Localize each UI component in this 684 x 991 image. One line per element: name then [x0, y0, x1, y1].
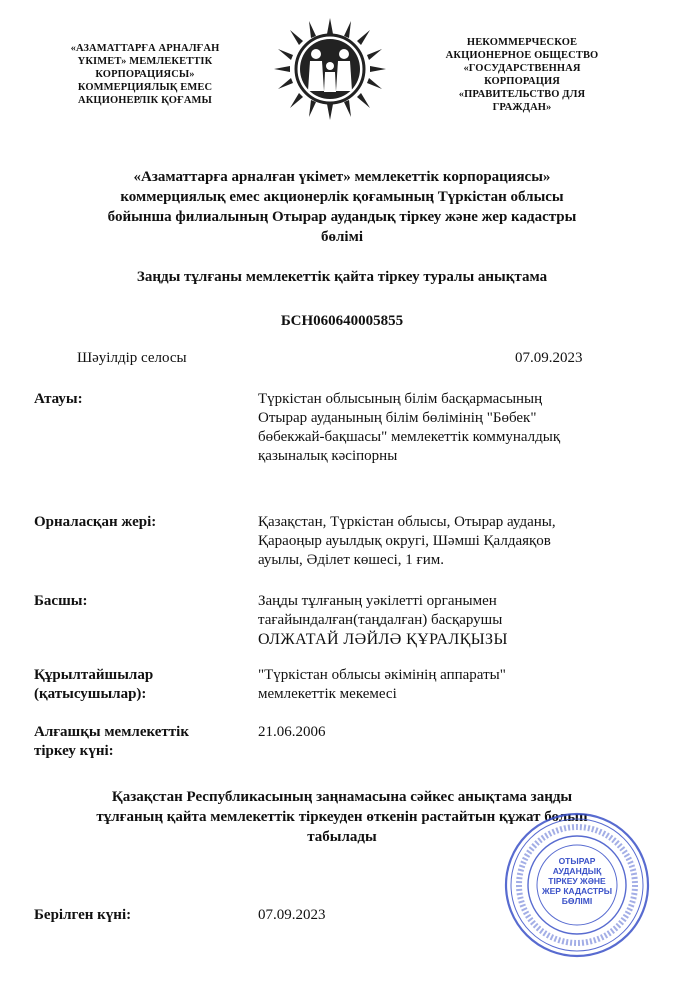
header-right: [422, 36, 622, 114]
name-label: Атауы:: [34, 391, 83, 407]
head-value-line: Заңды тұлғаның уәкілетті органымен: [258, 593, 497, 609]
header-right-line: «ГОСУДАРСТВЕННАЯ: [463, 63, 581, 74]
issued-date: 07.09.2023: [258, 907, 326, 923]
registration-label: [34, 723, 189, 761]
statement-line: табылады: [307, 829, 377, 845]
registration-date: 21.06.2006: [258, 724, 326, 740]
location-value-line: Қазақстан, Түркістан облысы, Отырар ауданы,: [258, 514, 556, 530]
location-value: [258, 513, 658, 570]
header-left-line: ҮКІМЕТ» МЕМЛЕКЕТТІК: [77, 56, 213, 67]
location-value-line: ауылы, Әділет көшесі, 1 ғим.: [258, 552, 444, 568]
issued-label: Берілген күні:: [34, 907, 132, 923]
header-left-line: «АЗАМАТТАРҒА АРНАЛҒАН: [70, 43, 220, 54]
location-value-line: Қараоңыр ауылдық округі, Шәмші Қалдаяқов: [258, 533, 551, 549]
org-title-line: «Азаматтарға арналған үкімет» мемлекеттік корпорациясы»: [133, 169, 551, 185]
stamp-line: ТІРКЕУ ЖӘНЕ: [548, 876, 606, 886]
bin-number: БСН060640005855: [280, 313, 404, 329]
stamp-line: АУДАНДЫҚ: [552, 866, 602, 876]
name-value: [258, 390, 658, 466]
head-value-line: тағайындалған(таңдалған) басқарушы: [258, 612, 503, 628]
registration-label-line: тіркеу күні:: [34, 743, 114, 759]
head-name: ОЛЖАТАЙ ЛӘЙЛӘ ҚҰРАЛҚЫЗЫ: [258, 631, 508, 648]
stamp-center-text: [529, 856, 625, 906]
date: 07.09.2023: [515, 350, 583, 366]
stamp-line: БӨЛІМІ: [561, 896, 593, 906]
stamp-line: ОТЫРАР: [558, 856, 596, 866]
stamp-line: ЖЕР КАДАСТРЫ: [541, 886, 613, 896]
header-left-line: АКЦИОНЕРЛІК ҚОҒАМЫ: [78, 95, 212, 106]
name-value-line: Түркістан облысының білім басқармасының: [258, 391, 543, 407]
founders-label-line: (қатысушылар):: [34, 686, 147, 702]
head-value: [258, 592, 658, 649]
org-title-line: коммерциялық емес акционерлік қоғамының Түркістан облысы: [120, 189, 564, 205]
sun-family-logo: [270, 14, 390, 124]
name-value-line: бөбекжай-бақшасы" мемлекеттік коммуналдық: [258, 429, 561, 445]
statement-line: Қазақстан Республикасының заңнамасына сәйкес анықтама заңды: [111, 789, 573, 805]
org-title-line: бөлімі: [321, 229, 363, 245]
founders-label: [34, 666, 153, 704]
org-title-line: бойынша филиалының Отырар аудандық тіркеу және жер кадастры: [107, 209, 577, 225]
head-label: Басшы:: [34, 593, 88, 609]
name-value-line: қазыналық кәсіпорны: [258, 448, 398, 464]
organization-title: [20, 167, 664, 247]
location-label: Орналасқан жері:: [34, 514, 157, 530]
founders-label-line: Құрылтайшылар: [34, 667, 154, 683]
header-left-line: КОРПОРАЦИЯСЫ»: [95, 69, 195, 80]
header-right-line: АКЦИОНЕРНОЕ ОБЩЕСТВО: [445, 50, 599, 61]
statement-line: тұлғаның қайта мемлекеттік тіркеуден өткенін растайтын құжат болып: [96, 809, 588, 825]
name-value-line: Отырар ауданының білім бөлімінің "Бөбек": [258, 410, 537, 426]
registration-label-line: Алғашқы мемлекеттік: [34, 724, 189, 740]
document-title: Заңды тұлғаны мемлекеттік қайта тіркеу туралы анықтама: [136, 269, 548, 285]
founders-value-line: "Түркістан облысы әкімінің аппараты": [258, 667, 506, 683]
header-right-line: «ПРАВИТЕЛЬСТВО ДЛЯ: [458, 89, 586, 100]
header-right-line: НЕКОММЕРЧЕСКОЕ: [466, 37, 578, 48]
header-right-line: КОРПОРАЦИЯ: [484, 76, 560, 87]
founders-value: [258, 666, 658, 704]
header-right-line: ГРАЖДАН»: [492, 102, 552, 113]
place: Шәуілдір селосы: [77, 350, 187, 366]
header-left-line: КОММЕРЦИЯЛЫҚ ЕМЕС: [77, 82, 213, 93]
founders-value-line: мемлекеттік мекемесі: [258, 686, 397, 702]
header-left: [40, 42, 250, 107]
